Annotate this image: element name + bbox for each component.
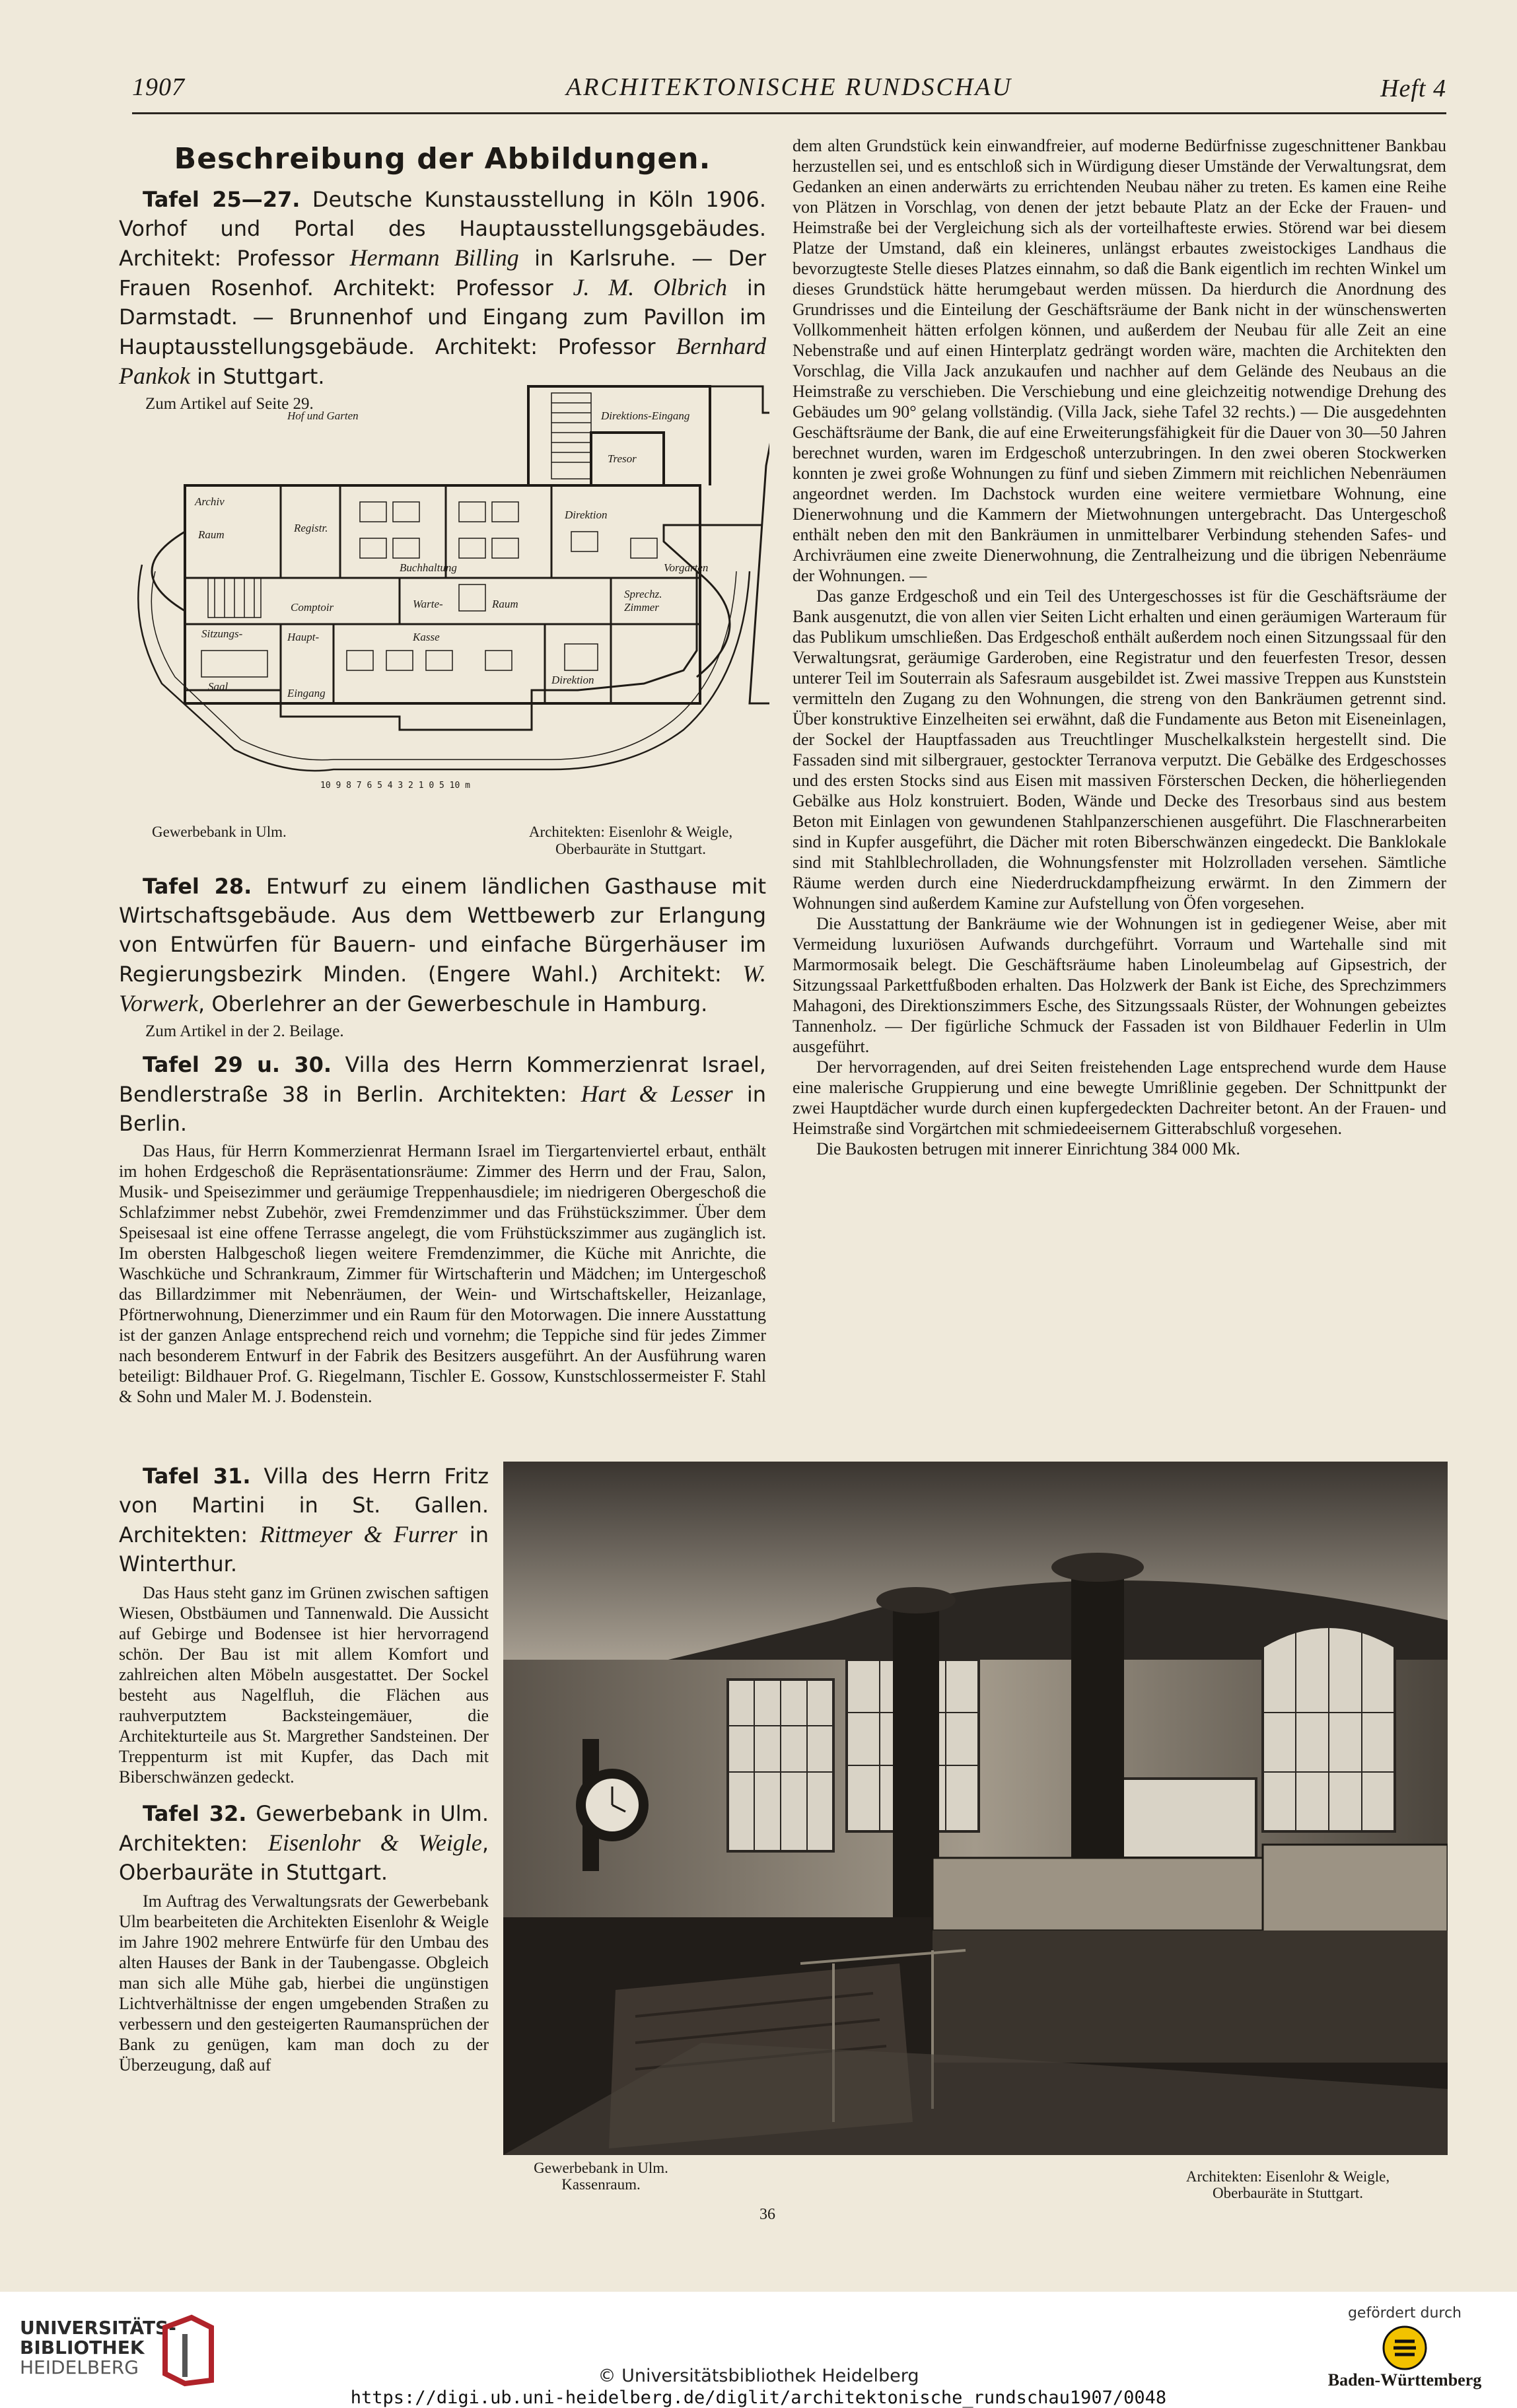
tafel-31-body: Das Haus steht ganz im Grünen zwischen saftigen Wiesen, Obstbäumen und Tannenwald. Die Aussicht auf Gebirge und Bodensee ist hier hervorragend schön. Der Bau ist mit allem Komfort und zahlreichen alten Möbeln ausgestattet. Der Sockel besteht aus Nagelfluh, die Flächen aus rauhverputztem Backsteingemäuer, die Architekturteile aus St. Margrether Sandsteinen. Der Treppenturm ist mit Kupfer, das Dach mit Biberschwänzen gedeckt. bbox=[119, 1583, 489, 1787]
tafel-25-text: in Stuttgart. bbox=[190, 364, 325, 389]
tafel-29-label: Tafel 29 u. 30. bbox=[143, 1052, 332, 1077]
funder-name: Baden-Württemberg bbox=[1327, 2370, 1482, 2390]
plan-caption-left: Gewerbebank in Ulm. bbox=[152, 824, 287, 840]
plan-label-hof: Hof und Garten bbox=[287, 409, 359, 422]
plan-label-sprech: Sprechz. bbox=[624, 588, 662, 600]
running-header bbox=[132, 66, 1446, 114]
tafel-28-text: Entwurf zu einem ländlichen Gasthause mit Wirtschaftsgebäude. Aus dem Wettbewerb zur Erlangung von Entwürfen für Bauern- und einfache Bürgerhäuser im Regierungsbezirk Minden. (Engere Wahl.) Architekt: bbox=[119, 874, 766, 987]
plan-label-registr: Registr. bbox=[294, 522, 328, 534]
plan-label-tresor: Tresor bbox=[608, 452, 637, 465]
funded-by-label: gefördert durch bbox=[1347, 2305, 1462, 2321]
baden-wuerttemberg-crest-icon bbox=[1382, 2325, 1428, 2371]
plan-label-sitzungs: Sitzungs- bbox=[201, 627, 243, 640]
plan-caption-right bbox=[505, 824, 756, 858]
tafel-28-label: Tafel 28. bbox=[143, 874, 252, 899]
right-paragraph-3: Die Ausstattung der Bankräume wie der Wohnungen ist in gediegener Weise, aber mit Vermeidung luxuriösen Aufwands durchgeführt. Vorraum und Wartehalle sind mit Marmormosaik belegt. Die Geschäftsräume haben Linoleumbelag auf Gipsestrich, der Sitzungssaal Parkettfußboden erhalten. Das Holzwerk der Bank ist Eiche, des Sprechzimmers Mahagoni, des Direktionszimmers Esche, des Sitzungssaals Rüster, der Wohnungen gebeiztes Tannenholz. — Der figürliche Schmuck der Fassaden ist von Bildhauer Federlin in Ulm ausgeführt. bbox=[793, 914, 1446, 1056]
plan-caption-title: Oberbauräte in Stuttgart. bbox=[555, 841, 706, 857]
photo-caption-title: Gewerbebank in Ulm. bbox=[534, 2160, 668, 2176]
tafel-31-entry bbox=[119, 1462, 489, 1578]
plan-label-direktions: Direktions-Eingang bbox=[601, 409, 690, 422]
header-issue: Heft 4 bbox=[1380, 75, 1446, 102]
plan-label-raum2: Raum bbox=[492, 598, 518, 610]
tafel-29-text: Villa des Herrn Kommerzienrat Israel, Bendlerstraße 38 in Berlin. Architekten: bbox=[119, 1052, 767, 1107]
plan-label-comptoir: Comptoir bbox=[291, 601, 334, 614]
tafel-28-entry bbox=[119, 872, 766, 1018]
architect-name: Rittmeyer & Furrer bbox=[260, 1521, 458, 1547]
section-title: Beschreibung der Abbildungen. bbox=[174, 142, 711, 176]
tafel-25-label: Tafel 25—27. bbox=[143, 187, 300, 212]
photo-caption-left bbox=[502, 2160, 700, 2193]
plan-label-direktion2: Direktion bbox=[551, 674, 594, 686]
header-journal: ARCHITEKTONISCHE RUNDSCHAU bbox=[566, 73, 1012, 101]
tafel-29-body: Das Haus, für Herrn Kommerzienrat Hermann Israel im Tiergartenviertel erbaut, enthält im hohen Erdgeschoß die Repräsentationsräume: Zimmer des Herrn und der Frau, Salon, Musik- und Speisezimmer und geräumige Treppenhausdiele; im niedrigeren Obergeschoß die Schlafzimmer nebst Zubehör, zwei Fremdenzimmer und das Frühstückszimmer. Über dem Speisesaal ist eine offene Terrasse angelegt, die vom Frühstückszimmer aus zugänglich ist. Im obersten Halbgeschoß liegen weitere Fremdenzimmer, die Küche mit Anrichte, die Waschküche und Schrankraum, Zimmer für Wirtschafterin und Mädchen; im Untergeschoß das Billardzimmer mit Nebenräumen, der Wein- und Wirtschaftskeller, Heizanlage, Pförtnerwohnung, Dienerzimmer und ein Raum für den Motorwagen. Die innere Ausstattung ist der ganzen Anlage entsprechend reich und vornehm; die Teppiche sind für jedes Zimmer nach besonderem Entwurf in der Fabrik des Besitzers ausgeführt. An der Ausführung waren beteiligt: Bildhauer Prof. G. Riegelmann, Tischler E. Gossow, Kunstschlossermeister F. Stahl & Sohn und Maler M. J. Bodenstein. bbox=[119, 1141, 766, 1406]
bank-interior-photo bbox=[503, 1462, 1448, 2155]
plan-caption-architects: Architekten: Eisenlohr & Weigle, bbox=[528, 824, 733, 840]
photo-caption-right bbox=[1143, 2168, 1433, 2201]
tafel-25-reference: Zum Artikel auf Seite 29. bbox=[145, 395, 314, 413]
source-url-link[interactable]: https://digi.ub.uni-heidelberg.de/diglit/architektonische_rundschau1907/0048 bbox=[350, 2388, 1167, 2408]
plan-label-vorgarten: Vorgarten bbox=[664, 561, 709, 574]
tafel-32-label: Tafel 32. bbox=[143, 1801, 247, 1826]
tafel-32-text: Gewerbebank in Ulm. Architekten: bbox=[119, 1801, 489, 1856]
photo-caption-subtitle: Kassenraum. bbox=[561, 2176, 641, 2193]
architect-name: Eisenlohr & Weigle bbox=[267, 1829, 482, 1856]
photo-rendering bbox=[503, 1462, 1448, 2155]
right-paragraph-5: Die Baukosten betrugen mit innerer Einrichtung 384 000 Mk. bbox=[816, 1139, 1240, 1158]
tafel-29-entry bbox=[119, 1050, 766, 1138]
plan-label-buchhaltung: Buchhaltung bbox=[400, 561, 457, 574]
tafel-25-text: in Karlsruhe. — Der Frauen Rosenhof. Architekt: Professor bbox=[119, 246, 767, 301]
tafel-32-body: Im Auftrag des Verwaltungsrats der Gewerbebank Ulm bearbeiteten die Architekten Eisenlohr & Weigle im Jahre 1902 mehrere Entwürfe für den Umbau des alten Hauses der Bank in der Taubengasse. Obgleich man sich alle Mühe gab, hierbei die ungünstigen Lichtverhältnisse der engen umgebenden Straßen zu verbessern und den gesteigerten Raumansprüchen der Bank zu genügen, kam man doch zu der Überzeugung, daß auf bbox=[119, 1892, 489, 2074]
tafel-29-text: in Berlin. bbox=[119, 1082, 766, 1136]
plan-label-zimmer: Zimmer bbox=[624, 601, 659, 614]
plan-label-raum: Raum bbox=[198, 528, 225, 541]
tafel-28-reference: Zum Artikel in der 2. Beilage. bbox=[145, 1022, 344, 1040]
tafel-25-entry bbox=[119, 185, 766, 391]
right-paragraph-4: Der hervorragenden, auf drei Seiten freistehenden Lage entsprechend wurde dem Hause eine malerische Gruppierung und eine bewegte Umrißlinie gegeben. Der Schnittpunkt der zwei Hauptdächer wurde durch einen kupfergedeckten Dachreiter betont. An der Frauen- und Heimstraße sind Vorgärtchen mit schmiedeeisernem Gitterabschluß vorgesehen. bbox=[793, 1057, 1446, 1138]
plan-label-haupt: Haupt- bbox=[287, 631, 320, 643]
photo-caption-architects: Architekten: Eisenlohr & Weigle, bbox=[1185, 2168, 1390, 2185]
right-paragraph-1: dem alten Grundstück kein einwandfreier, auf moderne Bedürfnisse zugeschnittener Bankbau herzustellen sei, und es entschloß sich in Würdigung dieser Umstände der Verwaltungsrat, dem Gedanken an einen anderwärts zu errichtenden Neubau näher zu treten. Es kamen eine Reihe von Plätzen in Vorschlag, von denen der jetzt bebaute Platz an der Ecke der Frauen- und Heimstraße bei der Vergleichung sich als der vorteilhafteste erwies. Störend war bei diesem Platze der Umstand, daß ein kleineres, unlängst erbautes zweistockiges Landhaus die bevorzugteste Stelle dieses Platzes einnahm, so daß die Bank eigentlich im rechten Winkel um dieses Grundstück hätte herumgebaut werden müssen. Da hierdurch die Anordnung des Grundrisses und die Einteilung der Geschäftsräume der Bank nicht in der wünschenswerten Vollkommenheit hätten erfolgen können, und außerdem der Neubau für alle Zeit an eine Nebenstraße und auf einen Hinterplatz gedrängt worden wäre, machten die Architekten den Vorschlag, die Villa Jack anzukaufen und nachher auf dem Gelände des Neubaus an die Heimstraße zu verschieben. Die Verschiebung und eine gleichzeitig notwendige Drehung des Gebäudes um 90° gelang vollständig. (Villa Jack, siehe Tafel 32 rechts.) — Die ausgedehnten Geschäftsräume der Bank, die auf eine Erweiterungsfähigkeit für die Dauer von 30—50 Jahren berechnet wurden, waren im Erdgeschoß unterzubringen. In den zwei oberen Stockwerken konnten je zwei große Wohnungen zu fünf und sieben Zimmern mit reichlichen Nebenräumen angeordnet werden. Im Dachstock wurden eine weitere vermietbare Wohnung, eine Dienerwohnung und die Kammern der Mietwohnungen untergebracht. Das Untergeschoß enthält neben den mit den Bankräumen in unmittelbarer Verbindung stehenden Safes- und Archivräumen eine zweite Dienerwohnung, die Zentralheizung und die übrigen Nebenräume der Wohnungen. — bbox=[793, 136, 1446, 585]
architect-name: Bernhard Pankok bbox=[119, 333, 766, 389]
right-paragraph-2: Das ganze Erdgeschoß und ein Teil des Untergeschosses ist für die Geschäftsräume der Bank ausgenutzt, die von allen vier Seiten Licht erhalten und einen geräumigen Warteraum für das Publikum umschließen. Das Erdgeschoß enthält außerdem noch einen Sitzungssaal für den Verwaltungsrat, geräumige Garderoben, eine Registratur und den feuerfesten Tresor, dessen unterer Teil im Souterrain als Safesraum ausgebildet ist. Zwei massive Treppen aus Kunststein vermitteln den Zugang zu den Wohnungen, die streng von den Bankräumen getrennt sind. Über konstruktive Einzelheiten sei erwähnt, daß die Fundamente aus Beton mit Eiseneinlagen, der Sockel der Hauptfassaden aus Treuchtlinger Muschelkalkstein hergestellt sind. Die Fassaden sind mit silbergrauer, gestockter Terranova verputzt. Die Gebälke des Erdgeschosses und des ersten Stocks sind aus Eisen mit massiven Försterschen Decken, die höherliegenden Gebälke aus Holz konstruiert. Boden, Wände und Decke des Tresorbaus sind aus bestem Beton mit Einlagen von gewundenen Stahlpanzerschienen ausgeführt. Die Flaschnerarbeiten sind in Kupfer ausgeführt, die Dächer mit roten Biberschwänzen eingedeckt. Die Banklokale sind mit Stahlblechrolladen, die Wohnungsfenster mit Holzrolladen versehen. Sämtliche Räume werden durch eine Niederdruckdampfheizung erwärmt. In den Zimmern der Wohnungen sind außerdem Kamine zur Aufstellung von Öfen vorgesehen. bbox=[793, 586, 1446, 913]
floor-plan-drawing bbox=[116, 373, 769, 796]
plan-scale: 10 9 8 7 6 5 4 3 2 1 0 5 10 m bbox=[320, 781, 470, 791]
photo-caption-role: Oberbauräte in Stuttgart. bbox=[1212, 2185, 1363, 2201]
header-year: 1907 bbox=[132, 73, 185, 101]
tafel-31-label: Tafel 31. bbox=[143, 1464, 251, 1489]
logo-line-2: BIBLIOTHEK bbox=[20, 2337, 145, 2358]
tafel-32-entry bbox=[119, 1799, 489, 1887]
floor-plan-figure bbox=[116, 373, 769, 857]
right-column bbox=[793, 135, 1446, 1159]
funder-block bbox=[1319, 2305, 1491, 2390]
plan-label-archiv: Archiv bbox=[195, 495, 225, 508]
logo-line-3: HEIDELBERG bbox=[20, 2356, 139, 2378]
tafel-25-text: in Darmstadt. — Brunnenhof und Eingang zum Pavillon im Hauptausstellungsgebäude. Architekt: Professor bbox=[119, 275, 766, 359]
logo-line-1: UNIVERSITÄTS- bbox=[20, 2317, 176, 2339]
copyright-line: © Universitätsbibliothek Heidelberg bbox=[598, 2366, 919, 2386]
plan-label-eingang: Eingang bbox=[287, 687, 326, 699]
plan-label-warte: Warte- bbox=[413, 598, 443, 610]
tafel-28-30-section bbox=[119, 872, 766, 1407]
tafel-28-text: , Oberlehrer an der Gewerbeschule in Hamburg. bbox=[198, 991, 708, 1016]
page-number: 36 bbox=[759, 2206, 775, 2223]
tafel-32-text: , Oberbauräte in Stuttgart. bbox=[119, 1831, 489, 1885]
tafel-31-text: in Winterthur. bbox=[119, 1522, 489, 1576]
tafel-31-text: Villa des Herrn Fritz von Martini in St. Gallen. Architekten: bbox=[119, 1464, 489, 1547]
architect-name: W. Vorwerk bbox=[119, 960, 766, 1016]
architect-name: Hermann Billing bbox=[349, 244, 519, 271]
digitization-footer bbox=[0, 2292, 1517, 2408]
architect-name: J. M. Olbrich bbox=[573, 274, 727, 301]
plan-label-kasse: Kasse bbox=[413, 631, 440, 643]
tafel-31-32-section bbox=[119, 1462, 489, 2075]
plan-label-saal: Saal bbox=[208, 680, 229, 693]
tafel-25-text: Deutsche Kunstausstellung in Köln 1906. Vorhof und Portal des Hauptausstellungsgebäudes. Architekt: Professor bbox=[119, 187, 767, 271]
plan-label-direktion: Direktion bbox=[565, 509, 608, 521]
architect-name: Hart & Lesser bbox=[581, 1080, 733, 1107]
